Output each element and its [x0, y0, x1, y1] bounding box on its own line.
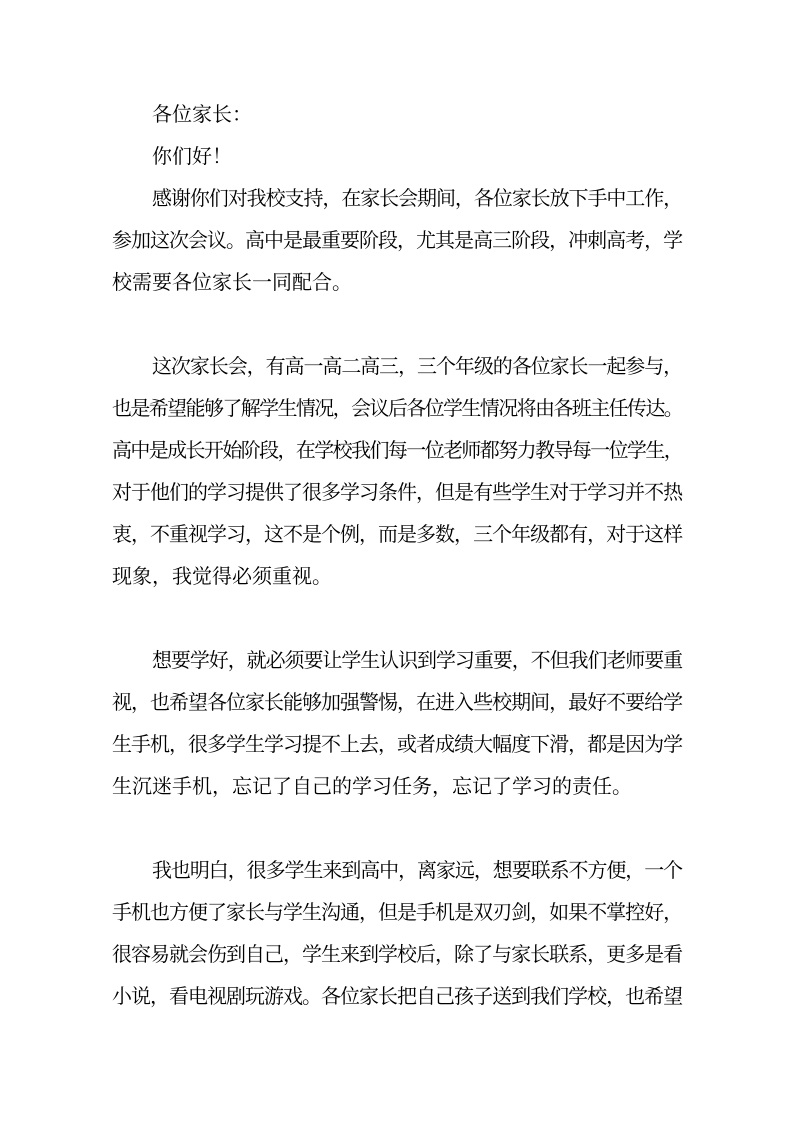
text-line: 参加这次会议。高中是最重要阶段，尤其是高三阶段，冲刺高考，学: [112, 230, 682, 252]
text-line: 衷，不重视学习，这不是个例，而是多数，三个年级都有，对于这样: [112, 524, 682, 546]
text-line: 视，也希望各位家长能够加强警惕，在进入些校期间，最好不要给学: [112, 692, 682, 714]
text-line: 校需要各位家长一同配合。: [112, 272, 352, 294]
text-line: 各位家长：: [152, 104, 252, 126]
text-line: 想要学好，就必须要让学生认识到学习重要，不但我们老师要重: [152, 650, 682, 672]
paragraph-paragraph-thanks: [112, 178, 682, 304]
document-content: [112, 94, 682, 1018]
text-line: 手机也方便了家长与学生沟通，但是手机是双刃剑，如果不掌控好，: [112, 902, 682, 924]
paragraph-salutation: [112, 94, 682, 136]
text-line: 感谢你们对我校支持，在家长会期间，各位家长放下手中工作，: [152, 188, 682, 210]
text-line: 生沉迷手机，忘记了自己的学习任务，忘记了学习的责任。: [112, 776, 632, 798]
text-line: 现象，我觉得必须重视。: [112, 566, 332, 588]
paragraph-paragraph-phone: [112, 850, 682, 1018]
text-line: 这次家长会，有高一高二高三，三个年级的各位家长一起参与，: [152, 356, 682, 378]
text-line: 很容易就会伤到自己，学生来到学校后，除了与家长联系，更多是看: [112, 944, 682, 966]
text-line: 高中是成长开始阶段，在学校我们每一位老师都努力教导每一位学生，: [112, 440, 682, 462]
paragraph-greeting: [112, 136, 682, 178]
text-line: 你们好！: [152, 146, 232, 168]
text-line: 小说，看电视剧玩游戏。各位家长把自己孩子送到我们学校，也希望: [112, 986, 682, 1008]
paragraph-paragraph-study: [112, 640, 682, 808]
text-line: 对于他们的学习提供了很多学习条件，但是有些学生对于学习并不热: [112, 482, 682, 504]
text-line: 我也明白，很多学生来到高中，离家远，想要联系不方便，一个: [152, 860, 682, 882]
text-line: 生手机，很多学生学习提不上去，或者成绩大幅度下滑，都是因为学: [112, 734, 682, 756]
paragraph-paragraph-meeting: [112, 346, 682, 598]
text-line: 也是希望能够了解学生情况，会议后各位学生情况将由各班主任传达。: [112, 398, 682, 420]
